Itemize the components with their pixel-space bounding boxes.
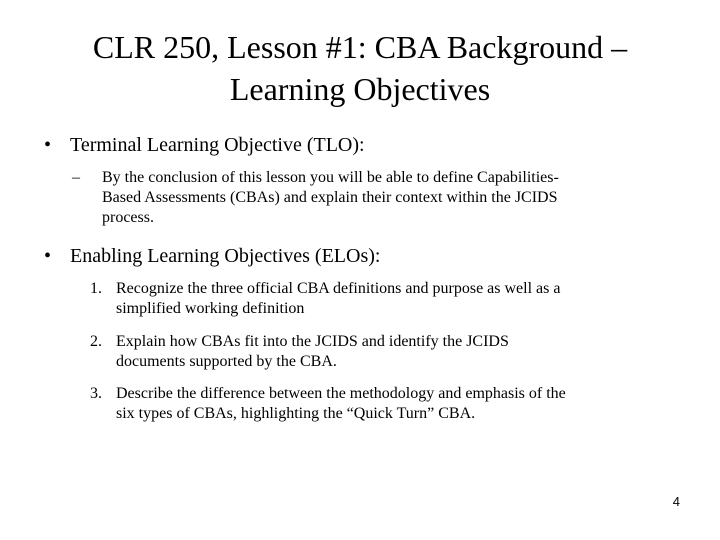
slide-title: [30, 26, 690, 110]
elo-item-line: Describe the difference between the methodology and emphasis of the: [116, 385, 566, 402]
elo-item-line: Explain how CBAs fit into the JCIDS and identify the JCIDS: [116, 333, 509, 350]
dash-icon: –: [72, 169, 80, 186]
tlo-line-2: Based Assessments (CBAs) and explain their context within the JCIDS: [102, 189, 558, 206]
elo-item-number: 3.: [90, 385, 102, 402]
title-line-2: Learning Objectives: [229, 71, 491, 107]
elo-item-line: six types of CBAs, highlighting the “Quick Turn” CBA.: [116, 405, 476, 422]
bullet-icon: •: [44, 134, 52, 156]
page-number: 4: [672, 494, 680, 509]
title-line-1: CLR 250, Lesson #1: CBA Background –: [92, 29, 628, 65]
tlo-line-3: process.: [102, 209, 154, 226]
tlo-heading: Terminal Learning Objective (TLO):: [70, 134, 365, 156]
elo-item-line: documents supported by the CBA.: [116, 353, 337, 370]
elo-heading: Enabling Learning Objectives (ELOs):: [70, 245, 381, 267]
tlo-line-1: By the conclusion of this lesson you will be able to define Capabilities-: [102, 169, 559, 186]
bullet-icon: •: [44, 245, 52, 267]
elo-item-number: 1.: [90, 280, 102, 297]
elo-item-line: Recognize the three official CBA definitions and purpose as well as a: [116, 280, 561, 297]
elo-item-line: simplified working definition: [116, 300, 305, 317]
elo-item-number: 2.: [90, 333, 102, 350]
